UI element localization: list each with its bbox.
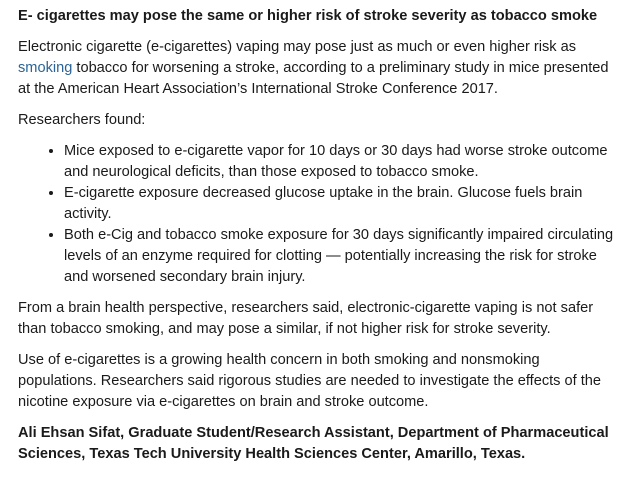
intro-text-after-link: tobacco for worsening a stroke, according to a preliminary study in mice presented at the American Heart Association’s International Stroke Conference 2017. — [18, 60, 609, 97]
paragraph-brain-health: From a brain health perspective, researchers said, electronic-cigarette vaping is not safer than tobacco smoking, and may pose a similar, if not higher risk for stroke severity. — [18, 300, 594, 337]
finding-item: • Both e-Cig and tobacco smoke exposure for 30 days significantly impaired circulating levels of an enzyme required for clotting — potentially increasing the risk for stroke and worsened secondary brain injury. — [64, 225, 617, 288]
intro-text-before-link: Electronic cigarette (e-cigarettes) vaping may pose just as much or even higher risk as — [18, 39, 577, 55]
intro-paragraph — [18, 37, 617, 100]
findings-list — [18, 141, 617, 288]
article-headline: E- cigarettes may pose the same or higher risk of stroke severity as tobacco smoke — [18, 8, 598, 24]
finding-item: • Mice exposed to e-cigarette vapor for 10 days or 30 days had worse stroke outcome and neurological deficits, than those exposed to tobacco smoke. — [64, 141, 617, 183]
smoking-link[interactable]: smoking — [18, 60, 73, 76]
finding-item: • E-cigarette exposure decreased glucose uptake in the brain. Glucose fuels brain activity. — [64, 183, 617, 225]
findings-lead: Researchers found: — [18, 112, 146, 128]
author-byline: Ali Ehsan Sifat, Graduate Student/Research Assistant, Department of Pharmaceutical Sciences, Texas Tech University Health Sciences Center, Amarillo, Texas. — [18, 425, 609, 462]
paragraph-health-concern: Use of e-cigarettes is a growing health concern in both smoking and nonsmoking populations. Researchers said rigorous studies are needed to investigate the effects of the nicotine exposure via e-cigarettes on brain and stroke outcome. — [18, 352, 602, 410]
